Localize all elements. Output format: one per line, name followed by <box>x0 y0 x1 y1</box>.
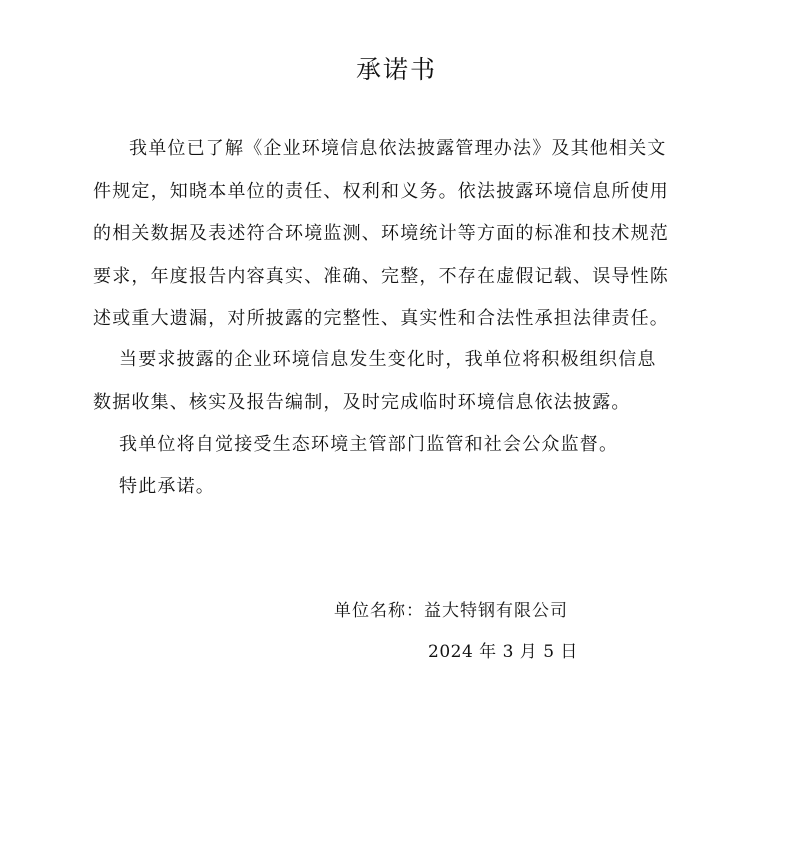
paragraph-closing: 特此承诺。 <box>119 476 215 497</box>
paragraph-commitment-scope: 我单位已了解《企业环境信息依法披露管理办法》及其他相关文件规定，知晓本单位的责任、权利和义务。依法披露环境信息所使用的相关数据及表述符合环境监测、环境统计等方面的标准和技术规范要求，年度报告内容真实、准确、完整，不存在虚假记载、误导性陈述或重大遗漏，对所披露的完整性、真实性和合法性承担法律责任。 <box>93 138 669 329</box>
paragraph-change-disclosure: 当要求披露的企业环境信息发生变化时，我单位将积极组织信息数据收集、核实及报告编制，及时完成临时环境信息依法披露。 <box>93 349 657 413</box>
signature-date: 2024 年 3 月 5 日 <box>428 642 578 662</box>
document-title: 承诺书 <box>355 55 437 84</box>
signature-organization: 单位名称：益大特钢有限公司 <box>334 601 568 621</box>
paragraph-supervision: 我单位将自觉接受生态环境主管部门监管和社会公众监督。 <box>119 434 619 455</box>
